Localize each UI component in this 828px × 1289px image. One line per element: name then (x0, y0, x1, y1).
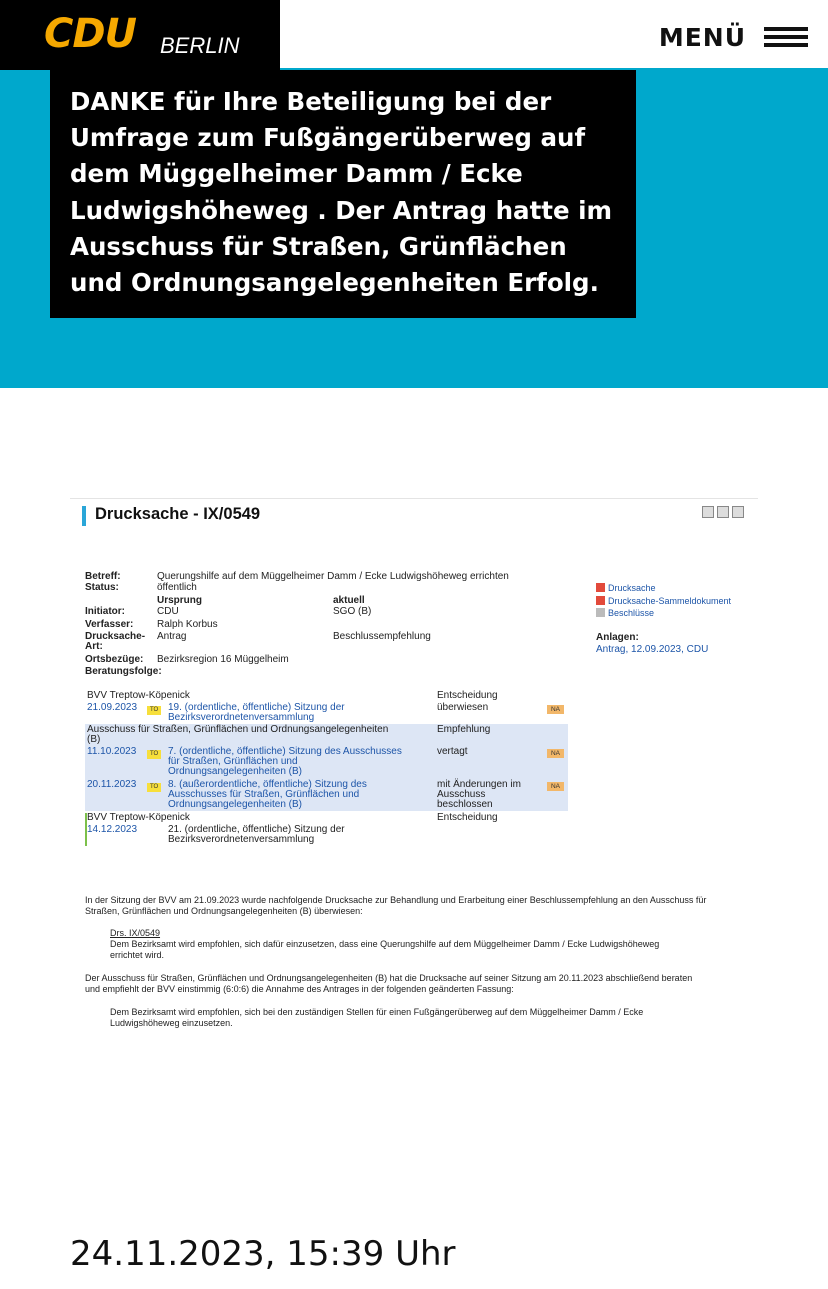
gremium-bvv-2: BVV Treptow-Köpenick (87, 812, 190, 823)
pdf-icon (596, 583, 605, 592)
na-badge-1[interactable]: NA (547, 705, 564, 714)
document-top-border (70, 498, 758, 499)
date-2[interactable]: 11.10.2023 (87, 746, 137, 757)
to-badge-2[interactable] (147, 747, 161, 759)
link-beschluesse[interactable] (596, 608, 654, 619)
value-initiator-aktuell: SGO (B) (333, 606, 372, 617)
logo-sub-text: BERLIN (160, 33, 240, 58)
date-3[interactable]: 20.11.2023 (87, 779, 137, 790)
label-anlagen: Anlagen: (596, 632, 639, 643)
result-1: überwiesen (437, 702, 489, 713)
gremium-ausschuss-2: (B) (87, 734, 101, 745)
sitzung-1a[interactable]: 19. (ordentliche, öffentliche) Sitzung der (168, 702, 345, 713)
na-badge-3[interactable]: NA (547, 782, 564, 791)
quote2-line1: Dem Bezirksamt wird empfohlen, sich bei den zuständigen Stellen für einen Fußgängerüberweg auf dem Müggelheimer Damm / Ecke (110, 1007, 644, 1017)
link-drucksache[interactable] (596, 583, 656, 594)
result-2: vertagt (437, 746, 468, 757)
rolle-4: Entscheidung (437, 812, 498, 823)
sitzung-2a[interactable]: 7. (ordentliche, öffentliche) Sitzung des Ausschusses (168, 746, 402, 757)
quote1-line1: Dem Bezirksamt wird empfohlen, sich dafür einzusetzen, dass eine Querungshilfe auf dem Müggelheimer Damm / Ecke Ludwigshöheweg (110, 939, 660, 949)
result-3c: beschlossen (437, 799, 493, 810)
label-drucksache-art: Drucksache- (85, 631, 146, 642)
sitzung-3c[interactable]: Ordnungsangelegenheiten (B) (168, 799, 302, 810)
sitzung-2c[interactable]: Ordnungsangelegenheiten (B) (168, 766, 302, 777)
quote1-line2: errichtet wird. (110, 950, 165, 960)
link-beschluesse-label: Beschlüsse (608, 608, 655, 618)
menu-label: MENÜ (658, 22, 746, 52)
rolle-1: Entscheidung (437, 690, 498, 701)
date-1[interactable]: 21.09.2023 (87, 702, 138, 713)
label-aktuell: aktuell (333, 595, 365, 606)
label-status: Status: (85, 582, 119, 593)
label-initiator: Initiator: (85, 606, 125, 617)
label-art: Art: (85, 641, 103, 652)
to-label: TO (147, 783, 161, 792)
rolle-2: Empfehlung (437, 724, 491, 735)
label-ursprung: Ursprung (157, 595, 202, 606)
to-badge-3[interactable] (147, 780, 161, 792)
gremium-bvv-1: BVV Treptow-Köpenick (87, 690, 190, 701)
sitzung-2b[interactable]: für Straßen, Grünflächen und (168, 756, 298, 767)
body-p1-line2: Straßen, Grünflächen und Ordnungsangelegenheiten (B) überwiesen: (85, 906, 363, 916)
bookmark-icon[interactable] (732, 506, 744, 518)
result-3b: Ausschuss (437, 789, 486, 800)
sitzung-3b[interactable]: Ausschusses für Straßen, Grünflächen und (168, 789, 360, 800)
link-sammeldokument[interactable] (596, 596, 731, 607)
body-p1-line1: In der Sitzung der BVV am 21.09.2023 wurde nachfolgende Drucksache zur Behandlung und Erarbeitung einer Beschlussempfehlung an den Ausschuss für (85, 895, 707, 905)
document-icon (596, 608, 605, 617)
value-initiator: CDU (157, 606, 179, 617)
body-p2-line2: und empfiehlt der BVV einstimmig (6:0:6) die Annahme des Antrages in der folgenden geänderten Fassung: (85, 984, 514, 994)
value-betreff: Querungshilfe auf dem Müggelheimer Damm / Ecke Ludwigshöheweg errichten (157, 571, 509, 582)
pdf-icon (596, 596, 605, 605)
green-marker-bar (85, 813, 87, 846)
document-screenshot (70, 498, 758, 1058)
na-badge-2[interactable]: NA (547, 749, 564, 758)
to-label: TO (147, 706, 161, 715)
document-title: Drucksache - IX/0549 (95, 505, 261, 523)
print-icon[interactable] (702, 506, 714, 518)
value-ortsbezuege: Bezirksregion 16 Müggelheim (157, 654, 289, 665)
body-p2-line1: Der Ausschuss für Straßen, Grünflächen und Ordnungsangelegenheiten (B) hat die Drucksache auf seiner Sitzung am 20.11.2023 abschließend beraten (85, 973, 693, 983)
value-art-aktuell: Beschlussempfehlung (333, 631, 431, 642)
menu-button[interactable] (659, 20, 808, 54)
headline-box (50, 70, 636, 318)
sitzung-3a[interactable]: 8. (außerordentliche, öffentliche) Sitzung des (168, 779, 367, 790)
drs-reference: Drs. IX/0549 (110, 928, 161, 938)
cdu-berlin-logo[interactable] (0, 0, 280, 70)
headline-text: DANKE für Ihre Beteiligung bei der Umfrage zum Fußgängerüberweg auf dem Müggelheimer Damm / Ecke Ludwigshöheweg . Der Antrag hatte im Ausschuss für Straßen, Grünflächen und Ordnungsangelegenheiten Erfolg. (70, 87, 613, 298)
label-ortsbezuege: Ortsbezüge: (85, 654, 144, 665)
result-3a: mit Änderungen im (437, 779, 521, 790)
label-beratungsfolge: Beratungsfolge: (85, 666, 162, 677)
sitzung-4b: Bezirksverordnetenversammlung (168, 834, 315, 845)
value-status: öffentlich (157, 582, 197, 593)
sitzung-1b[interactable]: Bezirksverordnetenversammlung (168, 712, 315, 723)
value-verfasser: Ralph Korbus (157, 619, 218, 630)
value-art: Antrag (157, 631, 187, 642)
post-date: 24.11.2023, 15:39 Uhr (70, 1234, 456, 1274)
title-accent-bar (82, 506, 86, 526)
fax-icon[interactable] (717, 506, 729, 518)
sitzung-4a: 21. (ordentliche, öffentliche) Sitzung der (168, 824, 345, 835)
to-label: TO (147, 750, 161, 759)
date-4[interactable]: 14.12.2023 (87, 824, 138, 835)
gremium-ausschuss-1: Ausschuss für Straßen, Grünflächen und Ordnungsangelegenheiten (87, 724, 389, 735)
link-sammeldokument-label: Drucksache-Sammeldokument (608, 596, 732, 606)
logo-main-text: CDU (44, 11, 137, 57)
print-icons (702, 506, 744, 518)
label-verfasser: Verfasser: (85, 619, 134, 630)
link-drucksache-label: Drucksache (608, 583, 656, 593)
label-betreff: Betreff: (85, 571, 121, 582)
hamburger-icon (764, 25, 808, 49)
quote2-line2: Ludwigshöheweg einzusetzen. (110, 1018, 233, 1028)
link-anlagen[interactable]: Antrag, 12.09.2023, CDU (596, 644, 709, 655)
to-badge-1[interactable] (147, 703, 161, 715)
